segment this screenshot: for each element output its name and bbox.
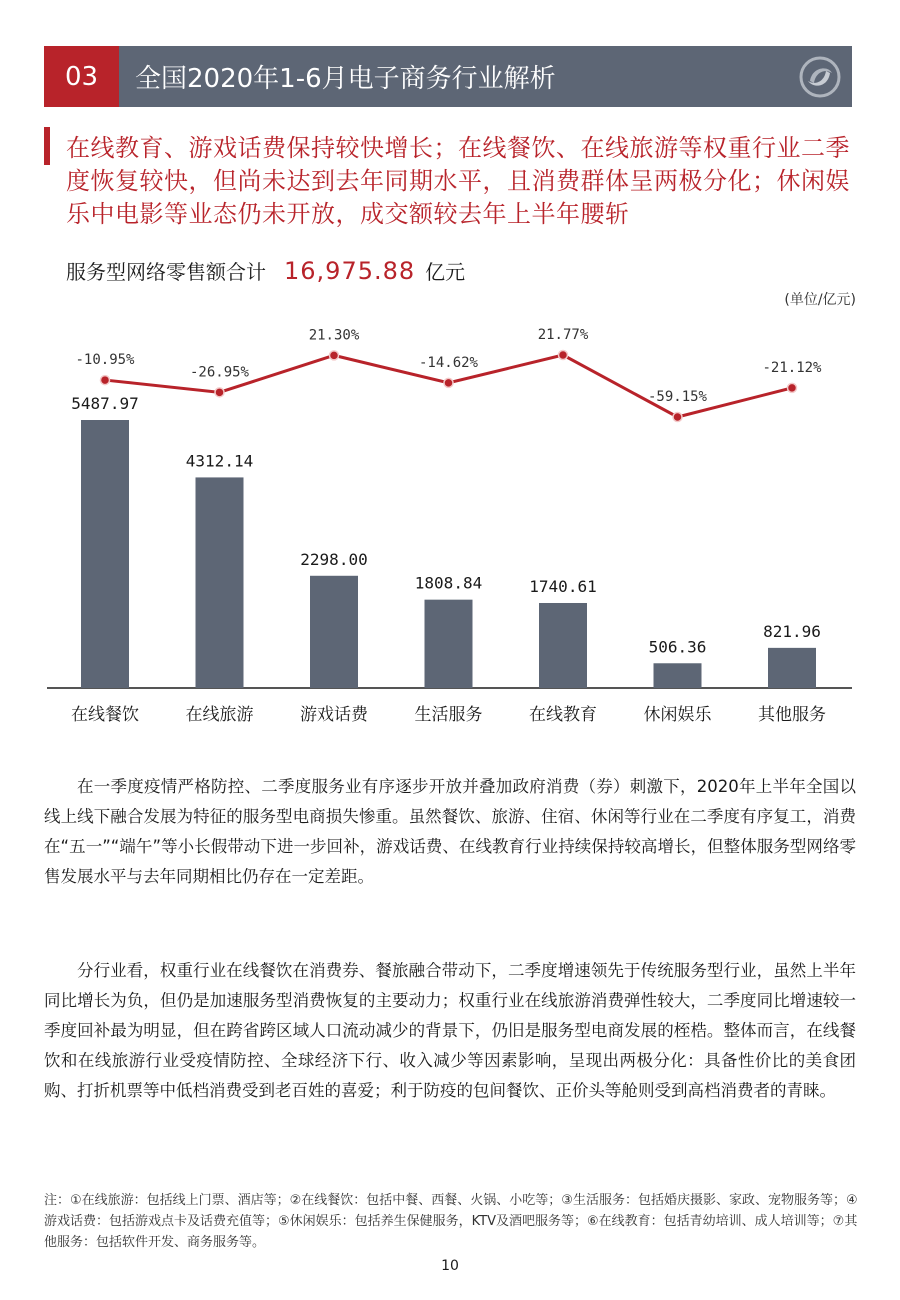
category-label: 休闲娱乐 bbox=[643, 705, 712, 725]
section-title-bar bbox=[119, 46, 852, 107]
unit-note: (单位/亿元) bbox=[784, 292, 856, 308]
section-number: 03 bbox=[44, 46, 119, 107]
growth-rate-point bbox=[215, 388, 224, 397]
growth-rate-point bbox=[330, 351, 339, 360]
section-header bbox=[44, 46, 852, 107]
bar bbox=[539, 603, 587, 688]
growth-rate-label: -26.95% bbox=[189, 364, 250, 381]
bar-value-label: 506.36 bbox=[648, 637, 707, 657]
category-label: 在线餐饮 bbox=[71, 705, 139, 725]
bar-value-label: 2298.00 bbox=[300, 549, 368, 569]
category-label: 在线旅游 bbox=[185, 705, 254, 725]
category-label: 游戏话费 bbox=[300, 705, 368, 725]
total-unit: 亿元 bbox=[425, 260, 466, 284]
bar-value-label: 1740.61 bbox=[529, 576, 597, 596]
growth-rate-label: -14.62% bbox=[418, 354, 479, 371]
footnote: 注：①在线旅游：包括线上门票、酒店等；②在线餐饮：包括中餐、西餐、火锅、小吃等；③生活服务：包括婚庆摄影、家政、宠物服务等；④游戏话费：包括游戏点卡及话费充值等；⑤休闲娱乐：包括养生保健服务，KTV及酒吧服务等；⑥在线教育：包括青幼培训、成人培训等；⑦其他服务：包括软件开发、商务服务等。 bbox=[44, 1193, 858, 1250]
growth-rate-point bbox=[444, 378, 453, 387]
body-paragraph-1: 在一季度疫情严格防控、二季度服务业有序逐步开放并叠加政府消费（券）刺激下，2020年上半年全国以线上线下融合发展为特征的服务型电商损失惨重。虽然餐饮、旅游、住宿、休闲等行业在二季度有序复工，消费在“五一”“端午”等小长假带动下进一步回补，游戏话费、在线教育行业持续保持较高增长，但整体服务型网络零售发展水平与去年同期相比仍存在一定差距。 bbox=[44, 777, 856, 886]
category-label: 在线教育 bbox=[529, 705, 597, 725]
total-label: 服务型网络零售额合计 bbox=[66, 260, 266, 284]
bar-value-label: 4312.14 bbox=[185, 451, 254, 471]
service-retail-chart bbox=[0, 300, 900, 740]
growth-rate-point bbox=[559, 351, 568, 360]
bar-value-label: 821.96 bbox=[763, 621, 821, 641]
brand-logo-icon bbox=[798, 55, 842, 99]
bar bbox=[81, 420, 129, 688]
total-summary bbox=[66, 256, 465, 285]
growth-rate-point bbox=[673, 413, 682, 422]
growth-rate-point bbox=[101, 376, 110, 385]
growth-rate-label: 21.77% bbox=[537, 327, 589, 343]
subtitle: 在线教育、游戏话费保持较快增长；在线餐饮、在线旅游等权重行业二季度恢复较快，但尚未达到去年同期水平，且消费群体呈两极分化；休闲娱乐中电影等业态仍未开放，成交额较去年上半年腰斩 bbox=[66, 134, 850, 228]
bar bbox=[654, 663, 702, 688]
bar bbox=[425, 600, 473, 688]
body-paragraph-2: 分行业看，权重行业在线餐饮在消费券、餐旅融合带动下，二季度增速领先于传统服务型行业，虽然上半年同比增长为负，但仍是加速服务型消费恢复的主要动力；权重行业在线旅游消费弹性较大，二季度同比增速较一季度回补最为明显，但在跨省跨区域人口流动减少的背景下，仍旧是服务型电商发展的桎梏。整体而言，在线餐饮和在线旅游行业受疫情防控、全球经济下行、收入减少等因素影响，呈现出两极分化：具备性价比的美食团购、打折机票等中低档消费受到老百姓的喜爱；利于防疫的包间餐饮、正价头等舱则受到高档消费者的青睐。 bbox=[44, 961, 856, 1100]
bar bbox=[196, 477, 244, 688]
growth-rate-label: -10.95% bbox=[75, 352, 135, 369]
growth-rate-point bbox=[788, 383, 797, 392]
growth-rate-label: -59.15% bbox=[647, 389, 708, 405]
bar bbox=[310, 576, 358, 688]
total-value: 16,975.88 bbox=[284, 257, 416, 285]
bar bbox=[768, 648, 816, 688]
growth-rate-label: 21.30% bbox=[308, 327, 360, 344]
bar-value-label: 5487.97 bbox=[71, 394, 139, 413]
subtitle-accent-bar bbox=[44, 127, 50, 165]
category-label: 生活服务 bbox=[414, 705, 483, 725]
bar-value-label: 1808.84 bbox=[414, 573, 483, 593]
section-title: 全国2020年1-6月电子商务行业解析 bbox=[135, 64, 556, 94]
page-number: 10 bbox=[441, 1258, 459, 1274]
category-label: 其他服务 bbox=[758, 705, 826, 725]
growth-rate-label: -21.12% bbox=[762, 359, 822, 376]
